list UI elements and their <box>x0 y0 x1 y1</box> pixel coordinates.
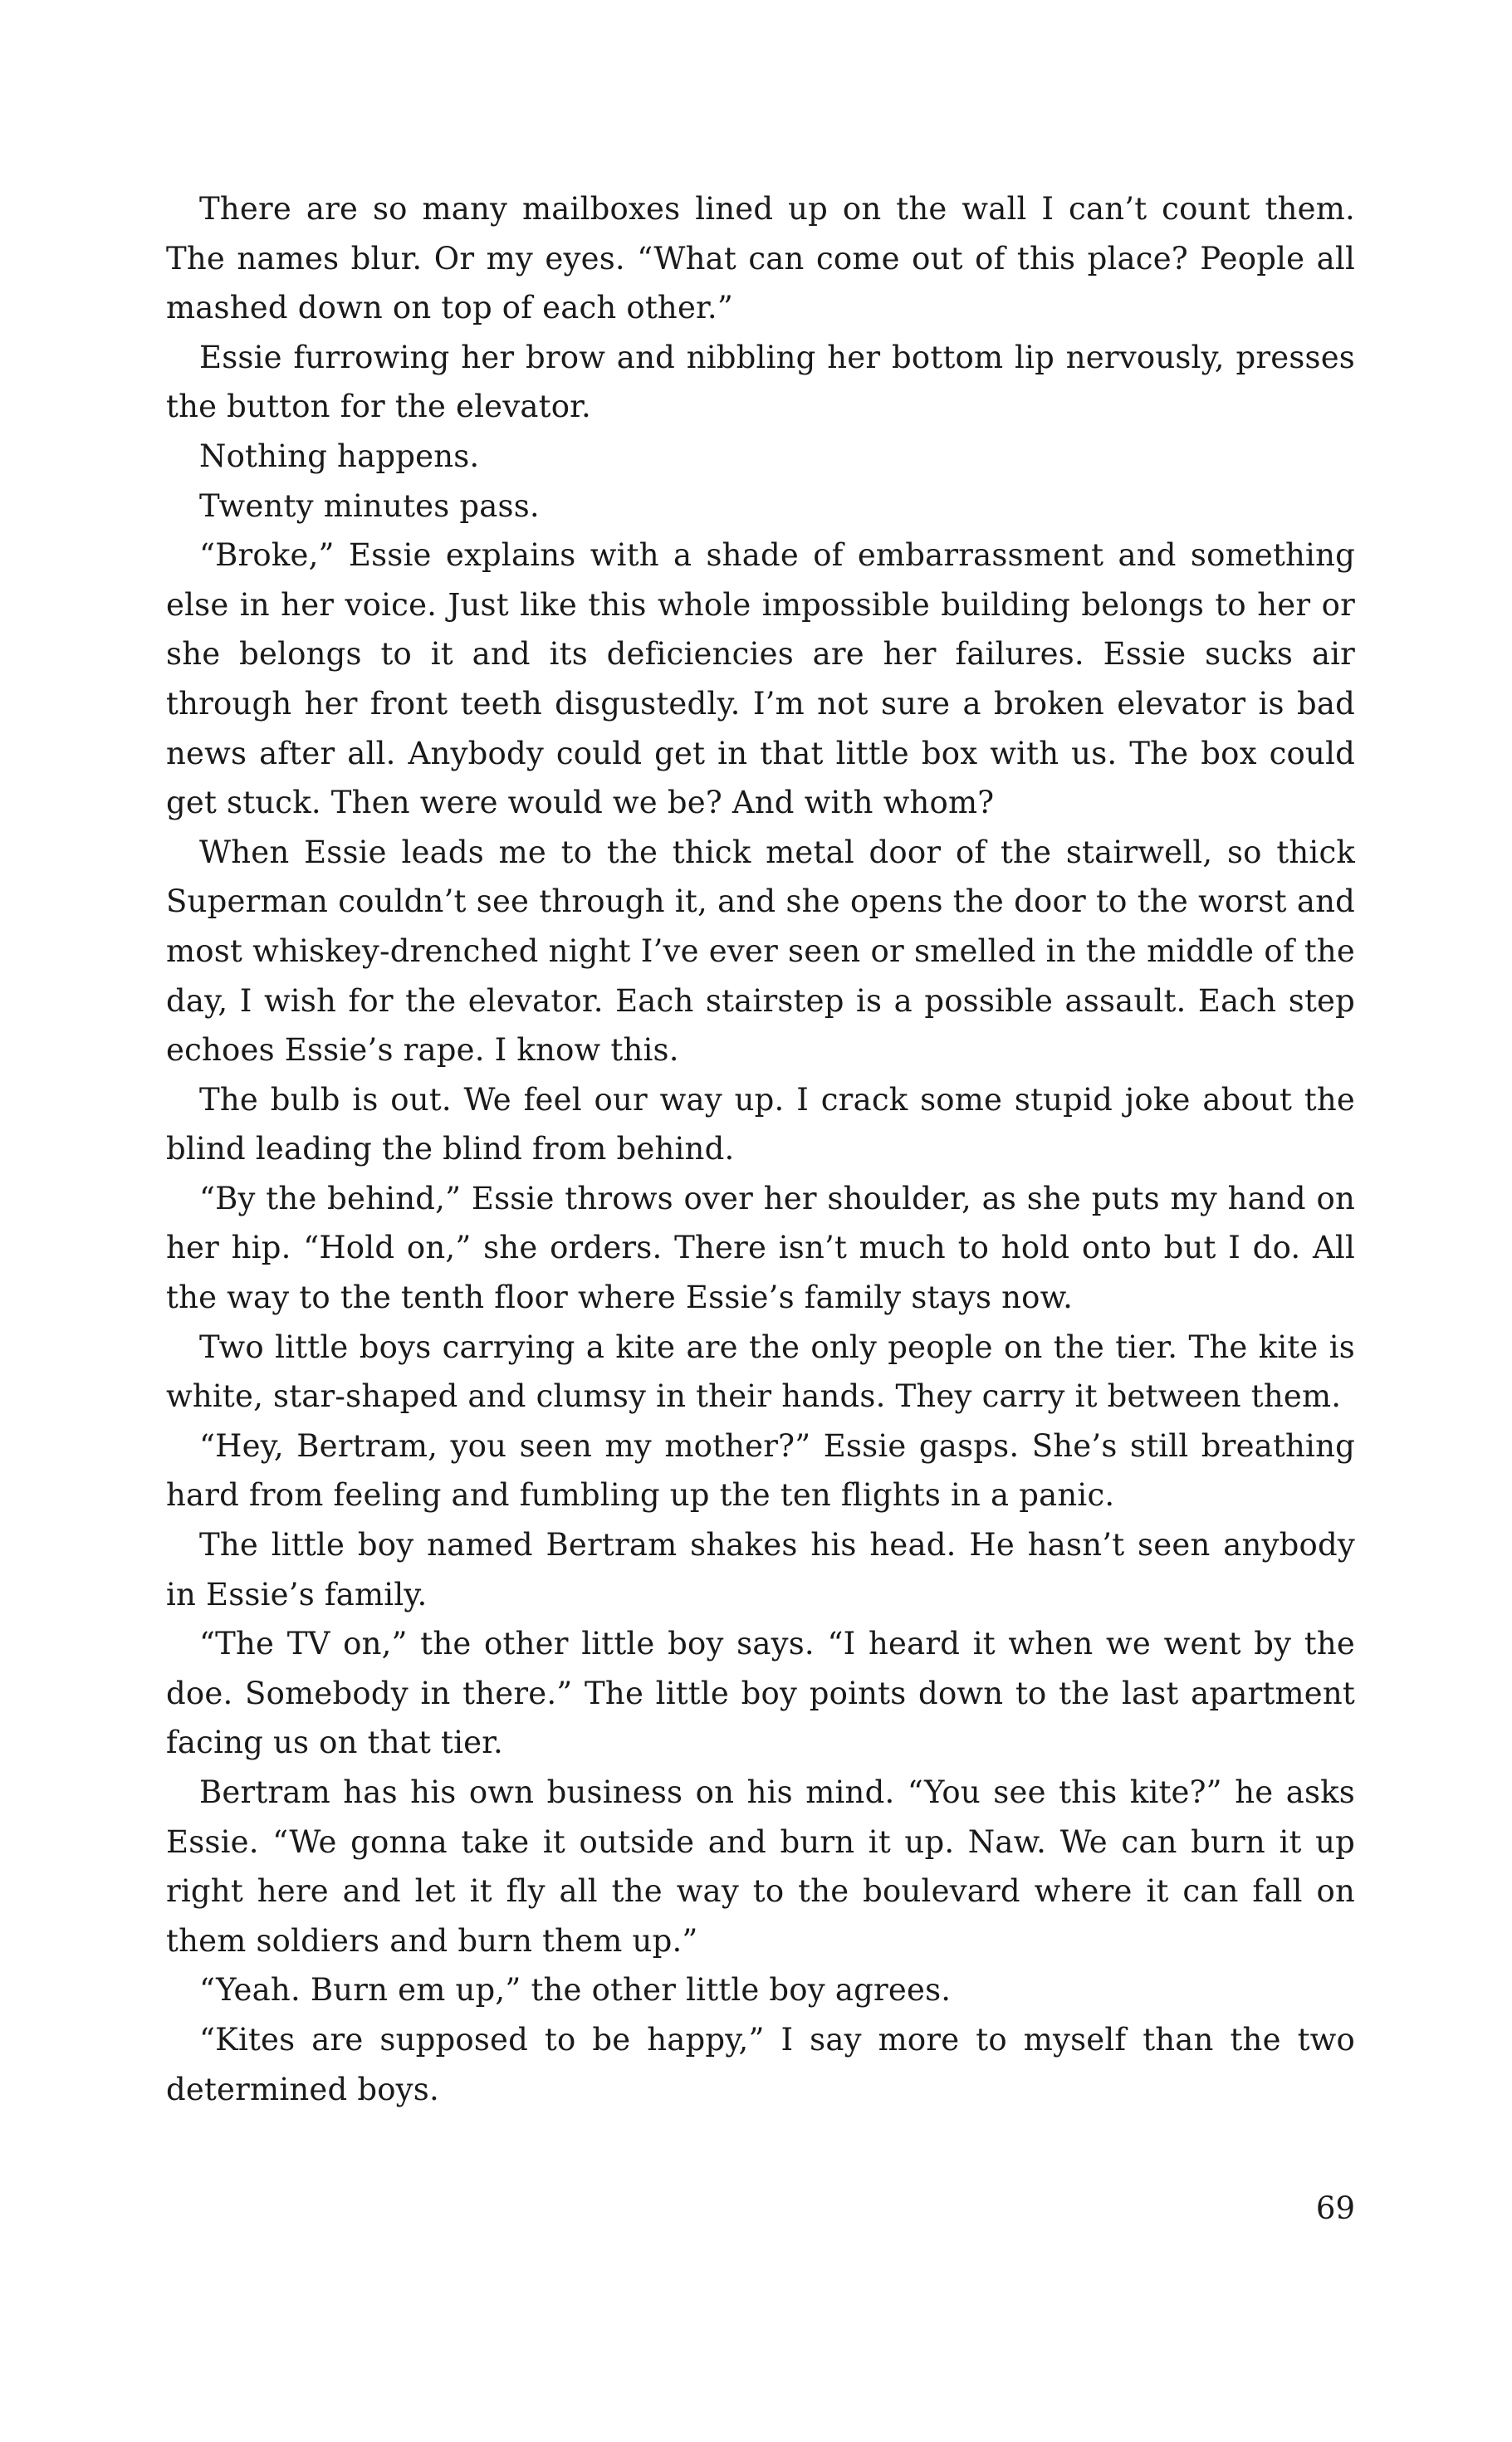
paragraph: Two little boys carrying a kite are the only people on the tier. The kite is white, star-shaped and clumsy in their hands. They carry it between them. <box>166 1329 1355 1415</box>
paragraph: “Kites are supposed to be happy,” I say more to myself than the two determined boys. <box>166 2021 1355 2107</box>
paragraph: The bulb is out. We feel our way up. I crack some stupid joke about the blind leading the blind from behind. <box>166 1081 1355 1167</box>
body-text <box>166 184 1355 2114</box>
paragraph: “Broke,” Essie explains with a shade of embarrassment and something else in her voice. Just like this whole impossible building belongs to her or she belongs to it and its deficiencies are her failures. Essie sucks air through her front teeth disgustedly. I’m not sure a broken elevator is bad news after all. Anybody could get in that little box with us. The box could get stuck. Then were would we be? And with whom? <box>166 537 1355 821</box>
paragraph: “Hey, Bertram, you seen my mother?” Essie gasps. She’s still breathing hard from feeling and fumbling up the ten flights in a panic. <box>166 1427 1355 1514</box>
paragraph: There are so many mailboxes lined up on the wall I can’t count them. The names blur. Or my eyes. “What can come out of this place? People all mashed down on top of each other.” <box>166 191 1355 326</box>
paragraph: “Yeah. Burn em up,” the other little boy agrees. <box>199 1972 952 2009</box>
paragraph: Essie furrowing her brow and nibbling her bottom lip nervously, presses the button for the elevator. <box>166 339 1355 425</box>
page-number: 69 <box>1315 2190 1355 2226</box>
paragraph: “The TV on,” the other little boy says. “I heard it when we went by the doe. Somebody in there.” The little boy points down to the last apartment facing us on that tier. <box>166 1626 1355 1761</box>
paragraph: Nothing happens. <box>199 438 480 474</box>
paragraph: When Essie leads me to the thick metal door of the stairwell, so thick Superman couldn’t see through it, and she opens the door to the worst and most whiskey-drenched night I’ve ever seen or smelled in the middle of the day, I wish for the elevator. Each stairstep is a possible assault. Each step echoes Essie’s rape. I know this. <box>166 834 1355 1069</box>
paragraph: Twenty minutes pass. <box>199 487 540 524</box>
paragraph: Bertram has his own business on his mind. “You see this kite?” he asks Essie. “We gonna take it outside and burn it up. Naw. We can burn it up right here and let it fly all the way to the boulevard where it can fall on them soldiers and burn them up.” <box>166 1774 1355 1959</box>
paragraph: The little boy named Bertram shakes his head. He hasn’t seen anybody in Essie’s family. <box>166 1527 1355 1613</box>
paragraph: “By the behind,” Essie throws over her shoulder, as she puts my hand on her hip. “Hold on,” she orders. There isn’t much to hold onto but I do. All the way to the tenth floor where Essie’s family stays now. <box>166 1180 1355 1316</box>
